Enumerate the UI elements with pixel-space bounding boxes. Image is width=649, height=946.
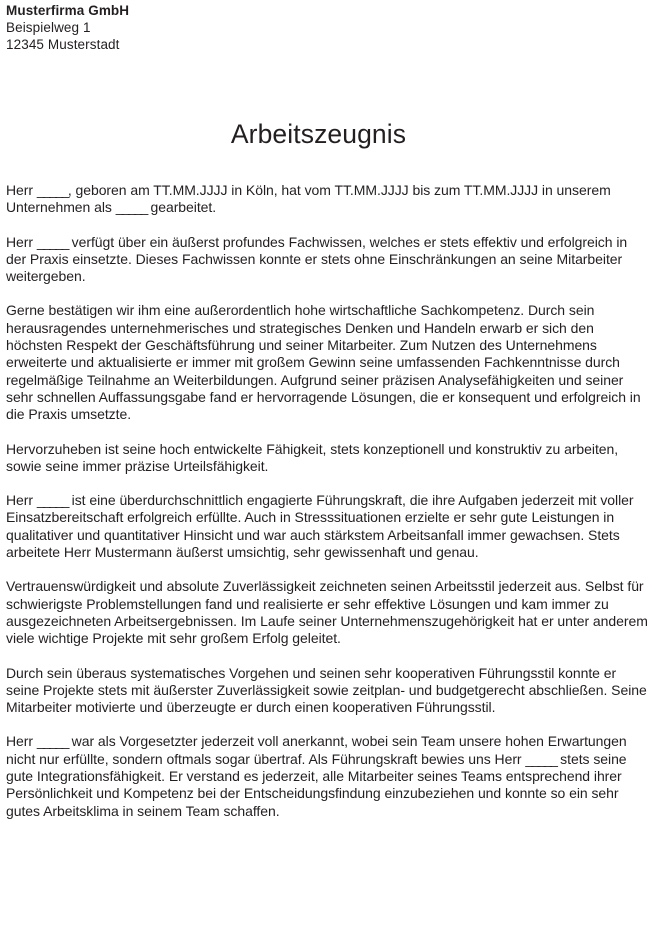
paragraph-arbeitsweise: Hervorzuheben ist seine hoch entwickelte Fähigkeit, stets konzeptionell und konstruktiv zu arbeiten, sowie seine immer präzise Urteilsfähigkeit.: [6, 440, 619, 474]
paragraph-fachwissen: Herr _____ verfügt über ein äußerst profundes Fachwissen, welches er stets effektiv und erfolgreich in der Praxis einsetzte. Dieses Fachwissen konnte er stets ohne Einschränkungen an seine Mitarbeiter weitergeben.: [6, 233, 628, 285]
document-title: Arbeitszeugnis: [230, 119, 407, 149]
paragraph-fuehrungsstil: Durch sein überaus systematisches Vorgehen und seinen sehr kooperativen Führungsstil konnte er seine Projekte stets mit äußerster Zuverlässigkeit sowie zeitplan- und budgetgerecht abschließen. Seine Mitarbeiter motivierte und überzeugte er durch einen kooperativen Führungsstil.: [6, 664, 647, 716]
paragraph-zuverlaessigkeit: Vertrauenswürdigkeit und absolute Zuverlässigkeit zeichneten seinen Arbeitsstil jederzeit aus. Selbst für schwierigste Problemstellungen fand und realisierte er sehr effektive Lösungen und kam immer zu ausgezeichneten Arbeitsergebnissen. Im Laufe seiner Unternehmenszugehörigkeit hat er unter anderem viele wichtige Projekte mit sehr großem Erfolg geleitet.: [6, 578, 648, 647]
company-city: 12345 Musterstadt: [6, 37, 120, 52]
blank-fill-in[interactable]: _____: [36, 733, 68, 750]
company-name: Musterfirma GmbH: [6, 3, 130, 18]
blank-fill-in[interactable]: _____: [115, 199, 147, 216]
paragraph-fuehrungskraft: Herr _____ ist eine überdurchschnittlich engagierte Führungskraft, die ihre Aufgaben jederzeit mit voller Einsatzbereitschaft erfolgreich erfüllte. Auch in Stresssituationen erzielte er sehr gute Leistungen in qualitativer und quantitativer Hinsicht und war auch stärkstem Arbeitsanfall immer gewachsen. Stets arbeitete Herr Mustermann äußerst umsichtig, sehr gewissenhaft und genau.: [6, 492, 634, 561]
blank-fill-in[interactable]: _____: [36, 233, 68, 250]
paragraph-intro: Herr _____, geboren am TT.MM.JJJJ in Köln, hat vom TT.MM.JJJJ bis zum TT.MM.JJJJ in unserem Unternehmen als _____ gearbeitet.: [6, 182, 611, 216]
blank-fill-in[interactable]: _____: [36, 182, 68, 198]
blank-fill-in[interactable]: _____: [36, 492, 68, 509]
letterhead: [6, 0, 647, 53]
blank-fill-in[interactable]: _____: [525, 750, 557, 767]
paragraph-sachkompetenz: Gerne bestätigen wir ihm eine außerordentlich hohe wirtschaftliche Sachkompetenz. Durch sein herausragendes unternehmerisches und strategisches Denken und Handeln erwarb er sich den höchsten Respekt der Geschäftsführung und seiner Mitarbeiter. Zum Nutzen des Unternehmens erweiterte und aktualisierte er immer mit großem Gewinn seine umfassenden Fachkenntnisse durch regelmäßige Teilnahme an Weiterbildungen. Aufgrund seiner präzisen Analysefähigkeiten und seiner sehr schnellen Auffassungsgabe fand er hervorragende Lösungen, die er konsequent und erfolgreich in die Praxis umsetzte.: [6, 302, 641, 423]
document-body: [6, 182, 649, 820]
paragraph-vorgesetzter: Herr _____ war als Vorgesetzter jederzeit voll anerkannt, wobei sein Team unsere hohen Erwartungen nicht nur erfüllte, sondern oftmals sogar übertraf. Als Führungskraft bewies uns Herr _____ stets seine gute Integrationsfähigkeit. Er verstand es jederzeit, alle Mitarbeiter seines Teams entsprechend ihrer Persönlichkeit und Kompetenz bei der Entscheidungsfindung einzubeziehen und konnte so ein sehr gutes Arbeitsklima in seinem Team schaffen.: [6, 733, 627, 819]
company-street: Beispielweg 1: [6, 20, 91, 35]
